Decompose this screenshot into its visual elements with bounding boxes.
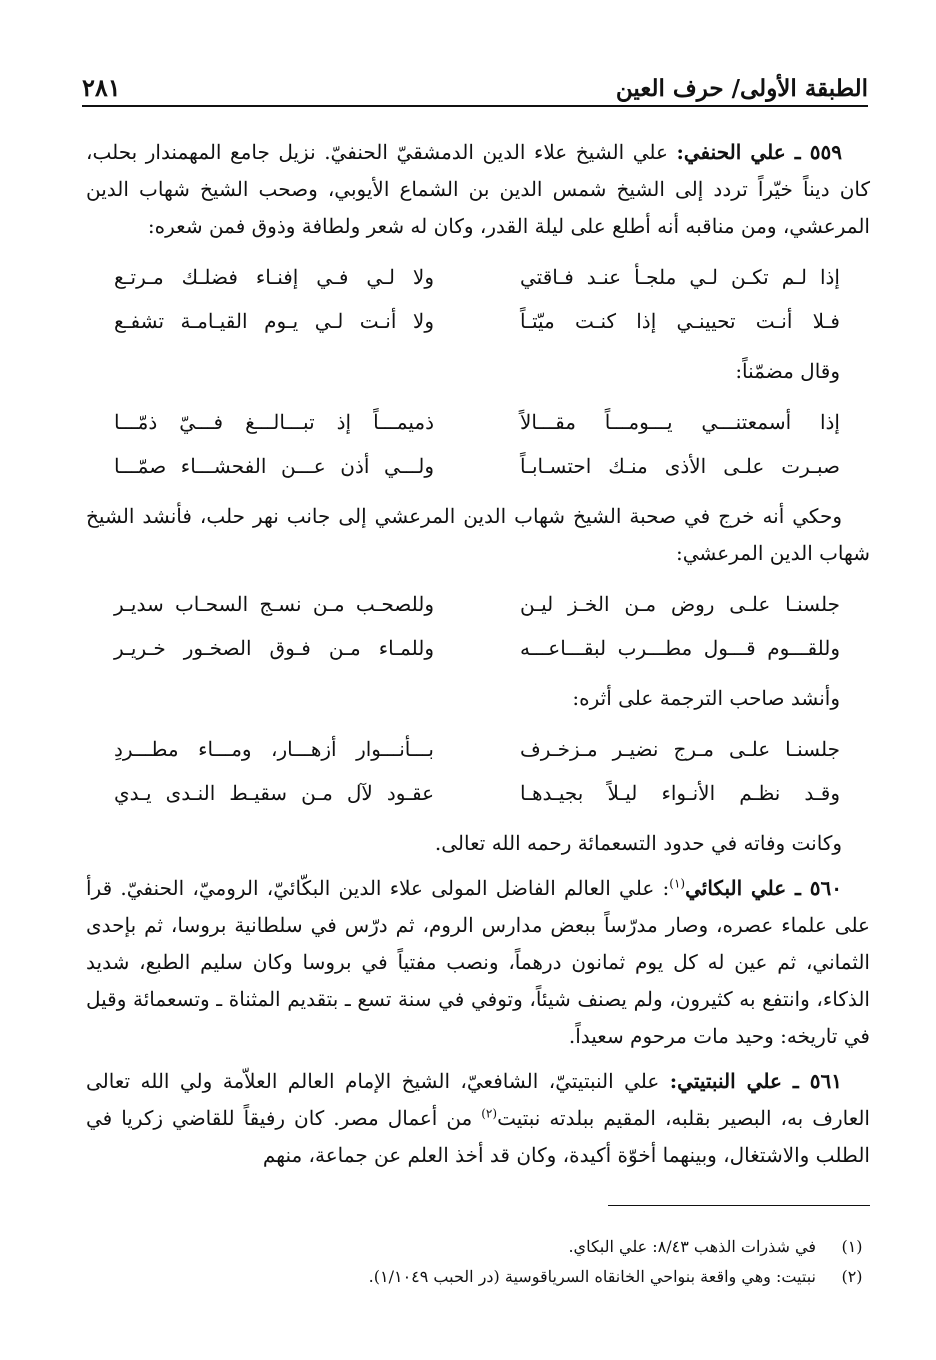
- footnote-rule: [608, 1205, 870, 1206]
- entry-559-continued: وحكي أنه خرج في صحبة الشيخ شهاب الدين المرعشي إلى جانب نهر حلب، فأنشد الشيخ شهاب الدين المرعشي:: [86, 504, 870, 565]
- entry-text-continued: من أعمال مصر. كان رفيقاً للقاضي زكريا في الطلب والاشتغال، وبينهما أخوّة أكيدة، وكان قد أخذ العلم عن جماعة، منهم: [86, 1106, 870, 1167]
- poem-intro: وقال مضمّناً:: [735, 359, 840, 383]
- footnote-text: نبتيت: وهي واقعة بنواحي الخانقاه السرياقوسية (در الحبب ١/١٠٤٩).: [368, 1267, 816, 1286]
- hemistich-right: جلسنـا علـى مـرج نضيـر مـزخـرف: [520, 736, 840, 761]
- footnotes: [86, 1232, 870, 1292]
- poem-1: [86, 255, 870, 343]
- verse: [86, 255, 870, 299]
- hemistich-left: وللمـاء مـن فـوق الصخـور خـريـر: [114, 635, 434, 660]
- verse: [86, 582, 870, 626]
- hemistich-right: جلسنـا علـى روض مـن الخـز ليـن: [520, 591, 840, 616]
- entry-text: علي النبتيتيّ، الشافعيّ، الشيخ الإمام العالم العلاّمة ولي الله تعالى العارف به، البصير بقلبه، المقيم ببلدته نبتيت: [86, 1069, 870, 1130]
- hemistich-right: إذا أسمعتنـــي يـــومـــاً مقـــالاً: [520, 409, 840, 434]
- hemistich-right: وقـد نظـم الأنـواء ليـلاً بجيـدهـا: [520, 780, 840, 805]
- hemistich-right: صبـرت علـى الأذى منـك احتسـابـاً: [520, 453, 840, 478]
- verse: [86, 727, 870, 771]
- main-text: [86, 134, 870, 1182]
- entry-heading: ٥٥٩ ـ علي الحنفي:: [676, 140, 842, 164]
- footnote: [86, 1262, 870, 1292]
- verse: [86, 400, 870, 444]
- chapter-title: الطبقة الأولى/ حرف العين: [615, 75, 868, 102]
- hemistich-left: ولا أنـت لـي يـوم القيـامـة تشفـع: [114, 308, 434, 333]
- poem-3: [86, 582, 870, 670]
- hemistich-left: بـــأنـــوار أزهـــار، ومـــاء مطـــردِ: [114, 736, 434, 761]
- entry-559: [86, 134, 870, 245]
- hemistich-right: فـلا أنـت تحيينـي إذا كنـت ميّتـاً: [520, 308, 840, 333]
- footnote-marker: (١): [669, 876, 686, 891]
- poem-2: [86, 400, 870, 488]
- footnote-marker: (٢): [481, 1106, 498, 1121]
- hemistich-left: وللصحـب مـن نسـج السحـاب سديـر: [114, 591, 434, 616]
- verse: [86, 299, 870, 343]
- entry-heading: ٥٦١ ـ علي النبتيتي:: [669, 1069, 843, 1093]
- footnote-number: (١): [841, 1237, 863, 1256]
- hemistich-left: ولا لـي فـي إفنـاء فضلـك مـرتـع: [114, 264, 434, 289]
- hemistich-left: عقـود لآل مـن سقيـط النـدى يـدي: [114, 780, 434, 805]
- entry-560: [86, 870, 870, 1055]
- footnote: [86, 1232, 870, 1262]
- running-header: [82, 62, 868, 102]
- hemistich-right: وللقـــوم قـــول مطـــرب لبقـــاعـــه: [520, 635, 840, 660]
- hemistich-right: إذا لـم تكـن لـي ملجـأ عنـد فـاقتي: [520, 264, 840, 289]
- entry-559-closing: وكانت وفاته في حدود التسعمائة رحمه الله تعالى.: [434, 831, 842, 855]
- poem-intro: وأنشد صاحب الترجمة على أثره:: [572, 686, 840, 710]
- footnote-number: (٢): [841, 1267, 863, 1286]
- hemistich-left: ذميمـــاً إذ تبـــالـــغ فـــيّ ذمّـــا: [114, 409, 434, 434]
- verse: [86, 626, 870, 670]
- entry-text: علي الشيخ علاء الدين الدمشقيّ الحنفيّ. نزيل جامع المهمندار بحلب، كان ديناً خيّراً تردد إلى الشيخ شمس الدين بن الشماع الأيوبي، وصحب الشيخ شهاب الدين المرعشي، ومن مناقبه أنه أطلع على ليلة القدر، وكان له شعر ولطافة وذوق فمن شعره:: [86, 140, 870, 238]
- entry-561: [86, 1063, 870, 1174]
- footnote-text: في شذرات الذهب ٨/٤٣: علي البكاي.: [568, 1237, 816, 1256]
- verse: [86, 444, 870, 488]
- entry-text: : علي العالم الفاضل المولى علاء الدين البكّائيّ، الروميّ، الحنفيّ. قرأ على علماء عصره، وصار مدرّساً ببعض مدارس الروم، ثم درّس في سلطانية بروسا، ثم بإحدى الثماني، ثم عين له كل يوم ثمانون درهماً، ونصب مفتياً في بروسا وكان سليم الطبع، شديد الذكاء، وانتفع به كثيرون، ولم يصنف شيئاً، وتوفي في سنة تسع ـ بتقديم المثناة ـ وتسعمائة وقيل في تاريخه: وحيد مات مرحوم سعيداً.: [86, 876, 870, 1048]
- entry-heading: ٥٦٠ ـ علي البكائي: [685, 876, 842, 900]
- hemistich-left: ولـــي أذن عـــن الفحشـــاء صمّـــا: [114, 453, 434, 478]
- page-number: ٢٨١: [82, 73, 121, 102]
- header-rule: [82, 105, 868, 107]
- verse: [86, 771, 870, 815]
- poem-4: [86, 727, 870, 815]
